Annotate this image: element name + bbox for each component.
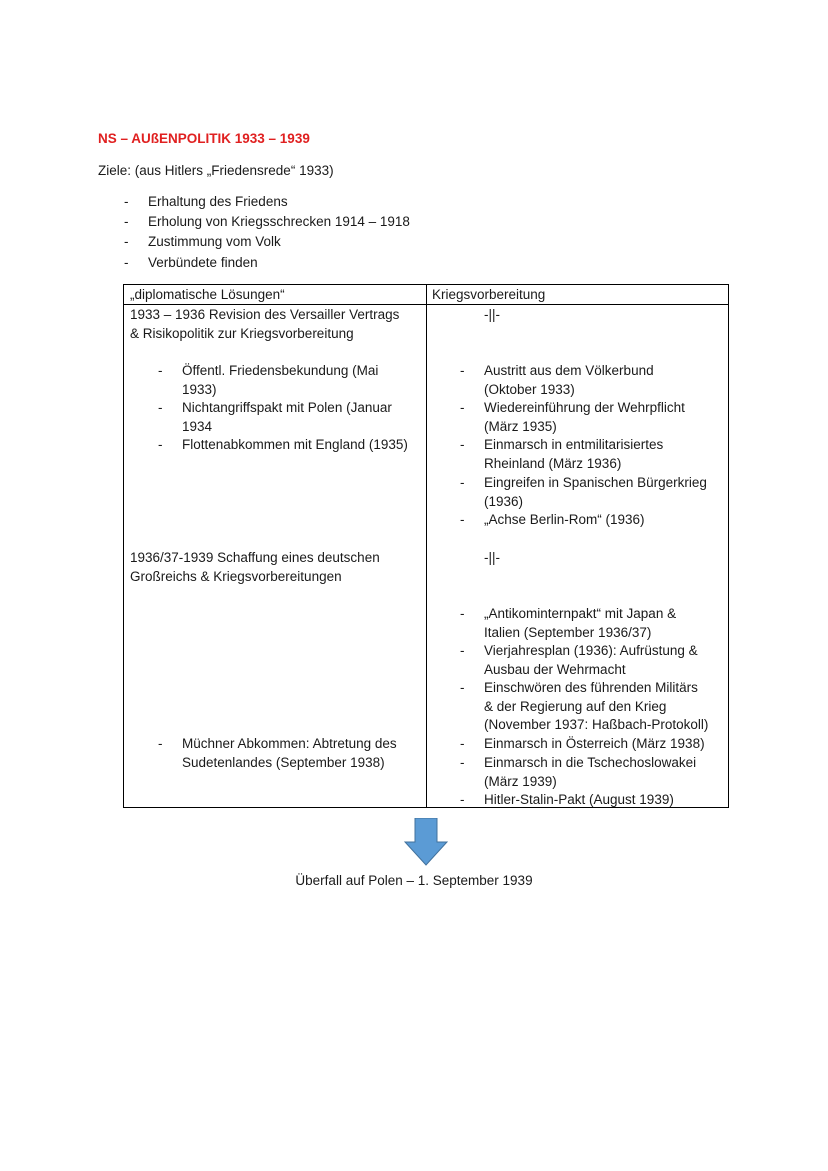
intro-text: Ziele: (aus Hitlers „Friedensrede“ 1933) <box>98 163 334 178</box>
period1-heading: & Risikopolitik zur Kriegsvorbereitung <box>130 326 354 341</box>
period2-heading: 1936/37-1939 Schaffung eines deutschen <box>130 550 380 565</box>
down-arrow-icon <box>404 818 448 866</box>
column-divider <box>426 285 427 807</box>
header-diplomatic: „diplomatische Lösungen“ <box>130 287 285 302</box>
page-title: NS – AUßENPOLITIK 1933 – 1939 <box>98 131 310 146</box>
header-war-preparation: Kriegsvorbereitung <box>432 287 546 302</box>
period2-heading: Großreichs & Kriegsvorbereitungen <box>130 569 342 584</box>
period1-marker: -||- <box>484 307 501 322</box>
period2-marker: -||- <box>484 550 501 565</box>
comparison-table: „diplomatische Lösungen“ Kriegsvorbereitung 1933 – 1936 Revision des Versailler Vertrags & Risikopolitik zur Kriegsvorbereitung -||- - Öffentl. Friedensbekundung (Mai 1933) - Nichtangriffspakt mit Polen (Januar 1934 - Flottenabkommen mit England (1935) - Austritt aus dem Völkerbund (Oktober 1933) - Wiedereinführung der Wehrpflicht (März 1935) - Einmarsch in entmilitarisiertes Rheinland (März 1936) - Eingreifen in Spanischen Bürgerkrieg (1936) - „Achse Berlin-Rom“ (1936) 1936/37-1939 Schaffung eines deutschen Großreichs & Kriegsvorbereitungen -||- - „Antikominternpakt“ mit Japan & Italien (September 1936/37) - Vierjahresplan (1936): Aufrüstung & Ausbau der Wehrmacht - Einschwören des führenden Militärs & der Regierung auf den Krieg (November 1937: Haßbach-Protokoll) - Einmarsch in Österreich (März 1938) - Einmarsch in die Tschechoslowakei (März 1939) - Hitler-Stalin-Pakt (August 1939) - Müchner Abkommen: Abtretung des Sudetenlandes (September 1938) <box>123 284 729 808</box>
result-text: Überfall auf Polen – 1. September 1939 <box>295 873 533 888</box>
period1-heading: 1933 – 1936 Revision des Versailler Vertrags <box>130 307 400 322</box>
